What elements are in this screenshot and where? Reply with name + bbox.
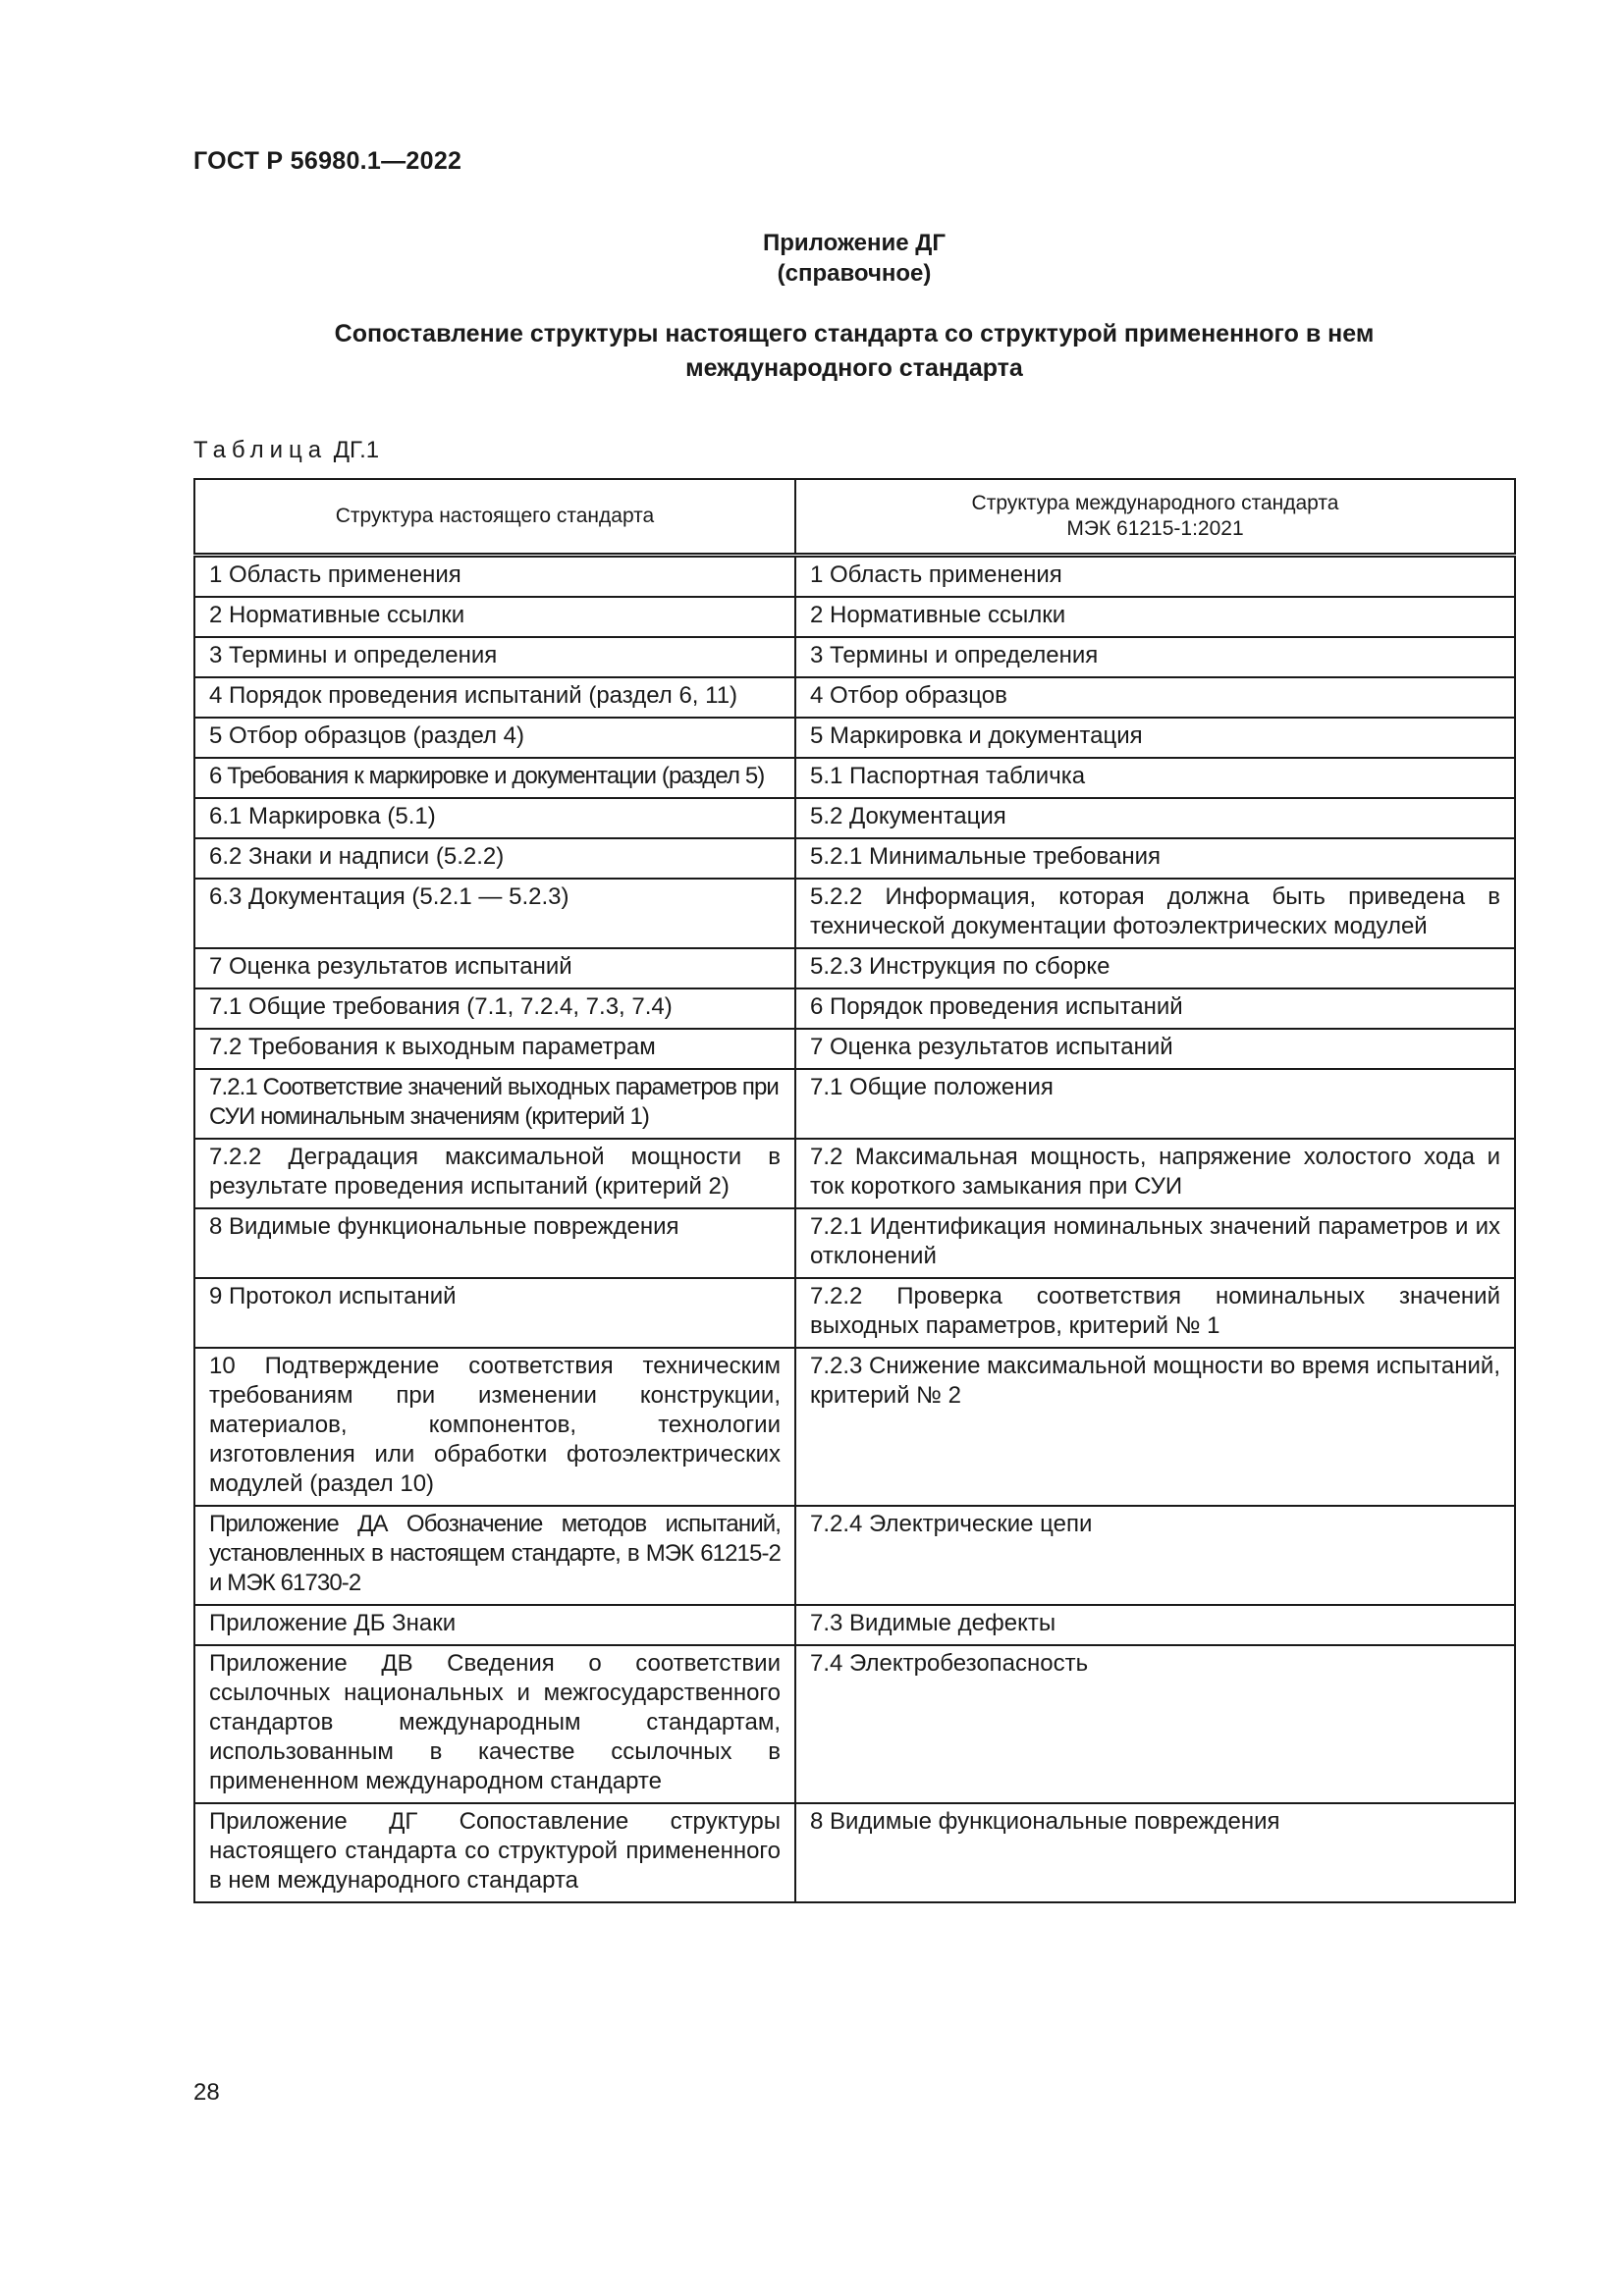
international-clause: 7.4 Электробезопасность [795, 1645, 1515, 1803]
national-clause: 1 Область применения [194, 556, 795, 598]
table-row [194, 718, 1515, 758]
national-clause: 2 Нормативные ссылки [194, 597, 795, 637]
structure-comparison-table [193, 478, 1516, 1903]
column-header-international-line-1: Структура международного стандарта [971, 492, 1339, 514]
annex-status: (справочное) [777, 260, 932, 287]
national-clause: 9 Протокол испытаний [194, 1278, 795, 1348]
table-row [194, 838, 1515, 879]
table-row [194, 1069, 1515, 1139]
international-clause: 5 Маркировка и документация [795, 718, 1515, 758]
national-clause: Приложение ДА Обозначение методов испытаний, установленных в настоящем стандарте, в МЭК 61215-2 и МЭК 61730-2 [194, 1506, 795, 1605]
annex-heading-line-2: международного стандарта [685, 354, 1023, 382]
international-clause: 5.1 Паспортная табличка [795, 758, 1515, 798]
international-clause: 2 Нормативные ссылки [795, 597, 1515, 637]
international-clause: 8 Видимые функциональные повреждения [795, 1803, 1515, 1902]
international-clause: 7.1 Общие положения [795, 1069, 1515, 1139]
international-clause: 7 Оценка результатов испытаний [795, 1029, 1515, 1069]
table-row [194, 1208, 1515, 1278]
national-clause: 7 Оценка результатов испытаний [194, 948, 795, 988]
table-row [194, 988, 1515, 1029]
national-clause: 6 Требования к маркировке и документации (раздел 5) [194, 758, 795, 798]
table-header-row [194, 479, 1515, 556]
table-row [194, 1278, 1515, 1348]
national-clause: 6.2 Знаки и надписи (5.2.2) [194, 838, 795, 879]
national-clause: 6.3 Документация (5.2.1 — 5.2.3) [194, 879, 795, 948]
national-clause: 4 Порядок проведения испытаний (раздел 6, 11) [194, 677, 795, 718]
international-clause: 5.2.3 Инструкция по сборке [795, 948, 1515, 988]
column-header-international-line-2: МЭК 61215-1:2021 [1066, 517, 1244, 540]
document-code: ГОСТ Р 56980.1—2022 [193, 147, 462, 175]
table-row [194, 637, 1515, 677]
international-clause: 7.3 Видимые дефекты [795, 1605, 1515, 1645]
international-clause: 7.2.4 Электрические цепи [795, 1506, 1515, 1605]
international-clause: 5.2.2 Информация, которая должна быть приведена в технической документации фотоэлектрических модулей [795, 879, 1515, 948]
international-clause: 6 Порядок проведения испытаний [795, 988, 1515, 1029]
international-clause: 7.2.1 Идентификация номинальных значений параметров и их отклонений [795, 1208, 1515, 1278]
table-row [194, 798, 1515, 838]
annex-heading-line-1: Сопоставление структуры настоящего стандарта со структурой примененного в нем [334, 320, 1375, 347]
national-clause: Приложение ДБ Знаки [194, 1605, 795, 1645]
table-caption [193, 437, 379, 464]
table-row [194, 758, 1515, 798]
international-clause: 7.2.3 Снижение максимальной мощности во время испытаний, критерий № 2 [795, 1348, 1515, 1506]
table-row [194, 1139, 1515, 1208]
international-clause: 1 Область применения [795, 556, 1515, 598]
national-clause: 10 Подтверждение соответствия техническим требованиям при изменении конструкции, материалов, компонентов, технологии изготовления или обработки фотоэлектрических модулей (раздел 10) [194, 1348, 795, 1506]
international-clause: 4 Отбор образцов [795, 677, 1515, 718]
international-clause: 7.2.2 Проверка соответствия номинальных значений выходных параметров, критерий № 1 [795, 1278, 1515, 1348]
annex-heading [245, 317, 1463, 386]
table-row [194, 1029, 1515, 1069]
national-clause: 3 Термины и определения [194, 637, 795, 677]
annex-title: Приложение ДГ [763, 230, 946, 256]
international-clause: 7.2 Максимальная мощность, напряжение холостого хода и ток короткого замыкания при СУИ [795, 1139, 1515, 1208]
national-clause: 8 Видимые функциональные повреждения [194, 1208, 795, 1278]
national-clause: 7.2.2 Деградация максимальной мощности в результате проведения испытаний (критерий 2) [194, 1139, 795, 1208]
column-header-international [795, 479, 1515, 556]
table-row [194, 556, 1515, 598]
national-clause: 7.2 Требования к выходным параметрам [194, 1029, 795, 1069]
table-row [194, 1605, 1515, 1645]
international-clause: 5.2.1 Минимальные требования [795, 838, 1515, 879]
national-clause: Приложение ДГ Сопоставление структуры настоящего стандарта со структурой примененного в нем международного стандарта [194, 1803, 795, 1902]
table-caption-word: Таблица [193, 437, 328, 463]
national-clause: 5 Отбор образцов (раздел 4) [194, 718, 795, 758]
table-row [194, 879, 1515, 948]
table-caption-number: ДГ.1 [333, 437, 380, 463]
table-row [194, 1348, 1515, 1506]
table-row [194, 948, 1515, 988]
table-row [194, 1645, 1515, 1803]
international-clause: 5.2 Документация [795, 798, 1515, 838]
table-row [194, 1803, 1515, 1902]
page-number: 28 [193, 2079, 220, 2106]
national-clause: Приложение ДВ Сведения о соответствии ссылочных национальных и межгосударственного стандартов международным стандартам, использованным в качестве ссылочных в примененном международном стандарте [194, 1645, 795, 1803]
table-row [194, 597, 1515, 637]
column-header-national: Структура настоящего стандарта [194, 479, 795, 556]
international-clause: 3 Термины и определения [795, 637, 1515, 677]
annex-header [0, 228, 1624, 289]
table-row [194, 1506, 1515, 1605]
national-clause: 6.1 Маркировка (5.1) [194, 798, 795, 838]
national-clause: 7.2.1 Соответствие значений выходных параметров при СУИ номинальным значениям (критерий 1) [194, 1069, 795, 1139]
table-row [194, 677, 1515, 718]
national-clause: 7.1 Общие требования (7.1, 7.2.4, 7.3, 7.4) [194, 988, 795, 1029]
